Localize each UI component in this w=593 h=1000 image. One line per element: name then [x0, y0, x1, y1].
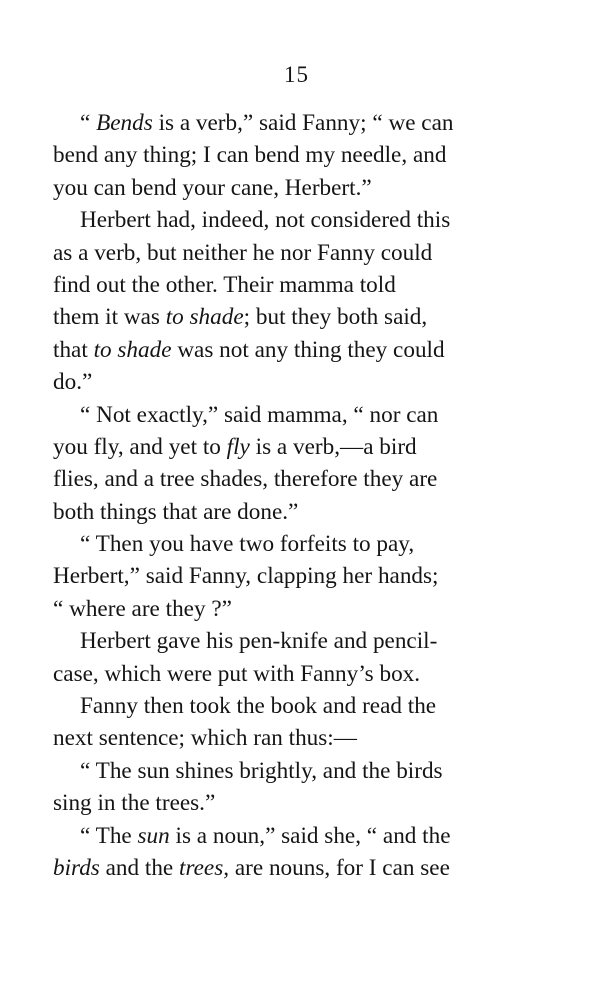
text-segment: “ The sun shines brightly, and the birds [80, 757, 443, 784]
text-line [53, 269, 529, 301]
italic-text: Bends [96, 110, 153, 136]
italic-text: to shade [165, 304, 244, 331]
text-segment: “ [80, 110, 97, 136]
text-segment: them it was [53, 304, 166, 331]
text-segment: flies, and a tree shades, therefore they are [53, 466, 438, 493]
text-line [53, 399, 529, 431]
text-segment: is a verb,—a bird [249, 433, 417, 460]
text-segment: next sentence; which ran thus:— [53, 725, 357, 752]
text-line [53, 593, 529, 625]
italic-text: to shade [93, 336, 172, 363]
italic-text: sun [137, 822, 170, 849]
text-line [53, 204, 529, 236]
text-line [53, 787, 529, 819]
text-line [53, 139, 529, 171]
text-segment: are nouns, for I can see [229, 854, 450, 881]
text-segment: case, which were put with Fanny’s box. [53, 660, 421, 687]
text-line [53, 560, 529, 592]
text-segment: sing in the trees.” [53, 790, 216, 817]
text-segment: “ Then you have two forfeits to pay, [80, 531, 415, 558]
text-line [53, 852, 529, 884]
text-segment: both things that are done.” [53, 498, 299, 525]
text-segment: “ Not exactly,” said mamma, “ nor can [80, 401, 439, 428]
text-line [53, 172, 529, 204]
italic-text: birds [53, 854, 100, 881]
text-segment: do.” [53, 369, 93, 396]
text-line [53, 722, 529, 754]
text-segment: is a verb,” said Fanny; “ we can [152, 110, 454, 136]
text-line [53, 820, 529, 852]
text-segment: find out the other. Their mamma told [53, 271, 396, 298]
text-segment: Fanny then took the book and read the [80, 693, 437, 720]
text-line [53, 431, 529, 463]
text-line [53, 334, 529, 366]
text-segment: that [53, 336, 94, 363]
text-segment: bend any thing; I can bend my needle, and [53, 142, 447, 169]
text-line [53, 107, 529, 139]
text-segment: and the [99, 854, 180, 881]
text-line [53, 658, 529, 690]
text-segment: “ where are they ?” [53, 595, 232, 622]
text-segment: as a verb, but neither he nor Fanny could [53, 239, 433, 266]
text-segment: you fly, and yet to [53, 433, 227, 460]
text-segment: Herbert,” said Fanny, clapping her hands; [53, 563, 439, 590]
text-line [53, 625, 529, 657]
text-segment: Herbert had, indeed, not considered this [80, 207, 451, 234]
text-segment: “ The [80, 822, 138, 849]
text-segment: ; but they both said, [243, 304, 428, 331]
text-line [53, 463, 529, 495]
text-line [53, 237, 529, 269]
text-segment: was not any thing they could [171, 336, 445, 363]
text-line [53, 755, 529, 787]
text-line [53, 301, 529, 333]
text-line [53, 496, 529, 528]
text-line [53, 366, 529, 398]
text-line [53, 690, 529, 722]
italic-text: trees, [179, 854, 230, 881]
italic-text: fly [226, 433, 250, 460]
text-segment: is a noun,” said she, “ and the [169, 822, 451, 849]
page-number: 15 [284, 62, 309, 87]
body-text [53, 107, 529, 884]
text-segment: you can bend your cane, Herbert.” [53, 174, 372, 201]
text-line [53, 528, 529, 560]
text-segment: Herbert gave his pen-knife and pencil- [80, 628, 438, 655]
